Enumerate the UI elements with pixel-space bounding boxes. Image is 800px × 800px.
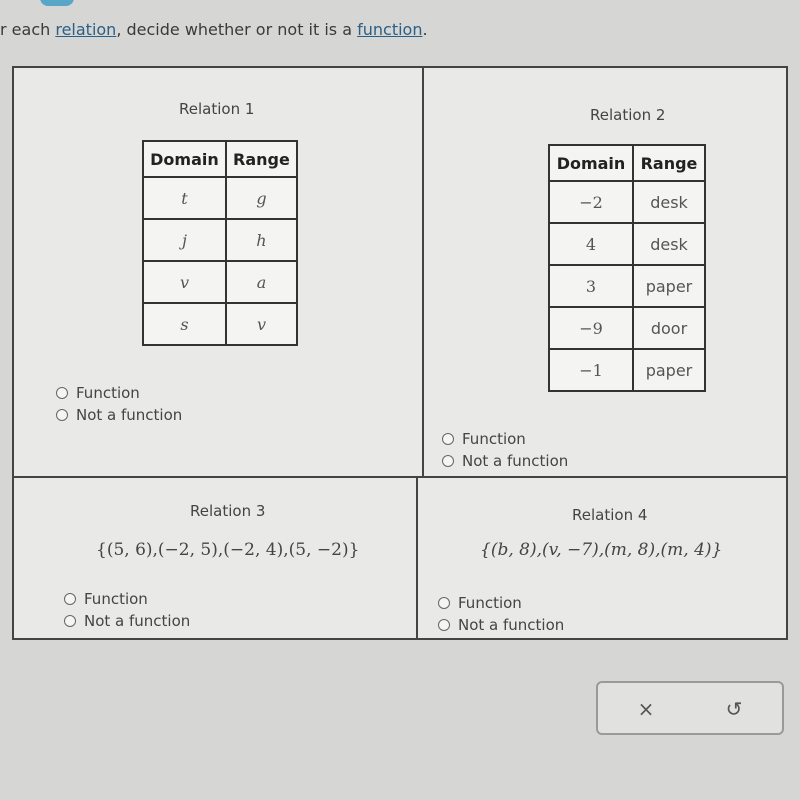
domain-cell: 3 [549, 265, 633, 307]
relation-4-set: {(b, 8),(v, −7),(m, 8),(m, 4)} [480, 540, 723, 560]
table-row [549, 349, 705, 391]
table-row [143, 303, 297, 345]
domain-cell: s [143, 303, 226, 345]
range-cell: desk [633, 181, 705, 223]
option-label: Function [462, 430, 526, 448]
relation-2-title: Relation 2 [590, 106, 666, 124]
undo-icon: ↺ [725, 697, 743, 721]
table-row [143, 177, 297, 219]
relation-2-function-option[interactable] [442, 428, 568, 450]
domain-cell: −1 [549, 349, 633, 391]
undo-button[interactable] [714, 693, 754, 725]
clear-button[interactable] [626, 693, 666, 725]
relation-1-table [142, 140, 298, 346]
instructions-suffix: . [422, 20, 428, 39]
range-header: Range [226, 141, 297, 177]
answer-controls [596, 681, 784, 735]
option-label: Function [84, 590, 148, 608]
domain-cell: j [143, 219, 226, 261]
relation-3-panel [14, 478, 418, 638]
range-cell: a [226, 261, 297, 303]
range-cell: paper [633, 265, 705, 307]
radio-button-icon[interactable] [64, 593, 76, 605]
relation-1-not-function-option[interactable] [56, 404, 182, 426]
relation-4-function-option[interactable] [438, 592, 564, 614]
relation-4-not-function-option[interactable] [438, 614, 564, 636]
relation-link[interactable]: relation [55, 20, 117, 39]
relation-3-not-function-option[interactable] [64, 610, 190, 632]
relation-1-panel [14, 68, 424, 478]
radio-button-icon[interactable] [56, 387, 68, 399]
domain-header: Domain [143, 141, 226, 177]
relation-2-not-function-option[interactable] [442, 450, 568, 472]
option-label: Not a function [84, 612, 191, 630]
radio-button-icon[interactable] [442, 433, 454, 445]
table-row [143, 261, 297, 303]
option-label: Not a function [458, 616, 565, 634]
relation-4-title: Relation 4 [572, 506, 648, 524]
instructions-middle: , decide whether or not it is a [116, 20, 358, 39]
relation-1-options [56, 382, 182, 426]
range-cell: paper [633, 349, 705, 391]
relation-3-title: Relation 3 [190, 502, 266, 520]
relations-grid [12, 66, 788, 640]
table-row [549, 181, 705, 223]
range-header: Range [633, 145, 705, 181]
table-row [143, 219, 297, 261]
relation-4-options [438, 592, 564, 636]
function-link[interactable]: function [357, 20, 423, 39]
radio-button-icon[interactable] [442, 455, 454, 467]
domain-cell: −2 [549, 181, 633, 223]
relation-2-options [442, 428, 568, 472]
instructions-prefix: r each [0, 20, 56, 39]
domain-cell: t [143, 177, 226, 219]
option-label: Function [76, 384, 140, 402]
relation-3-function-option[interactable] [64, 588, 190, 610]
option-label: Not a function [462, 452, 569, 470]
domain-cell: −9 [549, 307, 633, 349]
table-row [549, 265, 705, 307]
radio-button-icon[interactable] [438, 619, 450, 631]
relation-2-table [548, 144, 706, 392]
top-accent-tab [40, 0, 74, 6]
relation-4-panel [418, 478, 786, 638]
radio-button-icon[interactable] [56, 409, 68, 421]
relation-1-function-option[interactable] [56, 382, 182, 404]
range-cell: v [226, 303, 297, 345]
relation-1-title: Relation 1 [179, 100, 255, 118]
option-label: Function [458, 594, 522, 612]
table-row [549, 223, 705, 265]
radio-button-icon[interactable] [438, 597, 450, 609]
close-icon: × [637, 697, 655, 721]
range-cell: desk [633, 223, 705, 265]
relation-3-options [64, 588, 190, 632]
domain-cell: v [143, 261, 226, 303]
domain-header: Domain [549, 145, 633, 181]
radio-button-icon[interactable] [64, 615, 76, 627]
range-cell: door [633, 307, 705, 349]
relation-2-panel [424, 68, 786, 478]
option-label: Not a function [76, 406, 183, 424]
table-row [549, 307, 705, 349]
relation-3-set: {(5, 6),(−2, 5),(−2, 4),(5, −2)} [96, 540, 360, 560]
range-cell: h [226, 219, 297, 261]
domain-cell: 4 [549, 223, 633, 265]
range-cell: g [226, 177, 297, 219]
instructions [0, 20, 428, 39]
